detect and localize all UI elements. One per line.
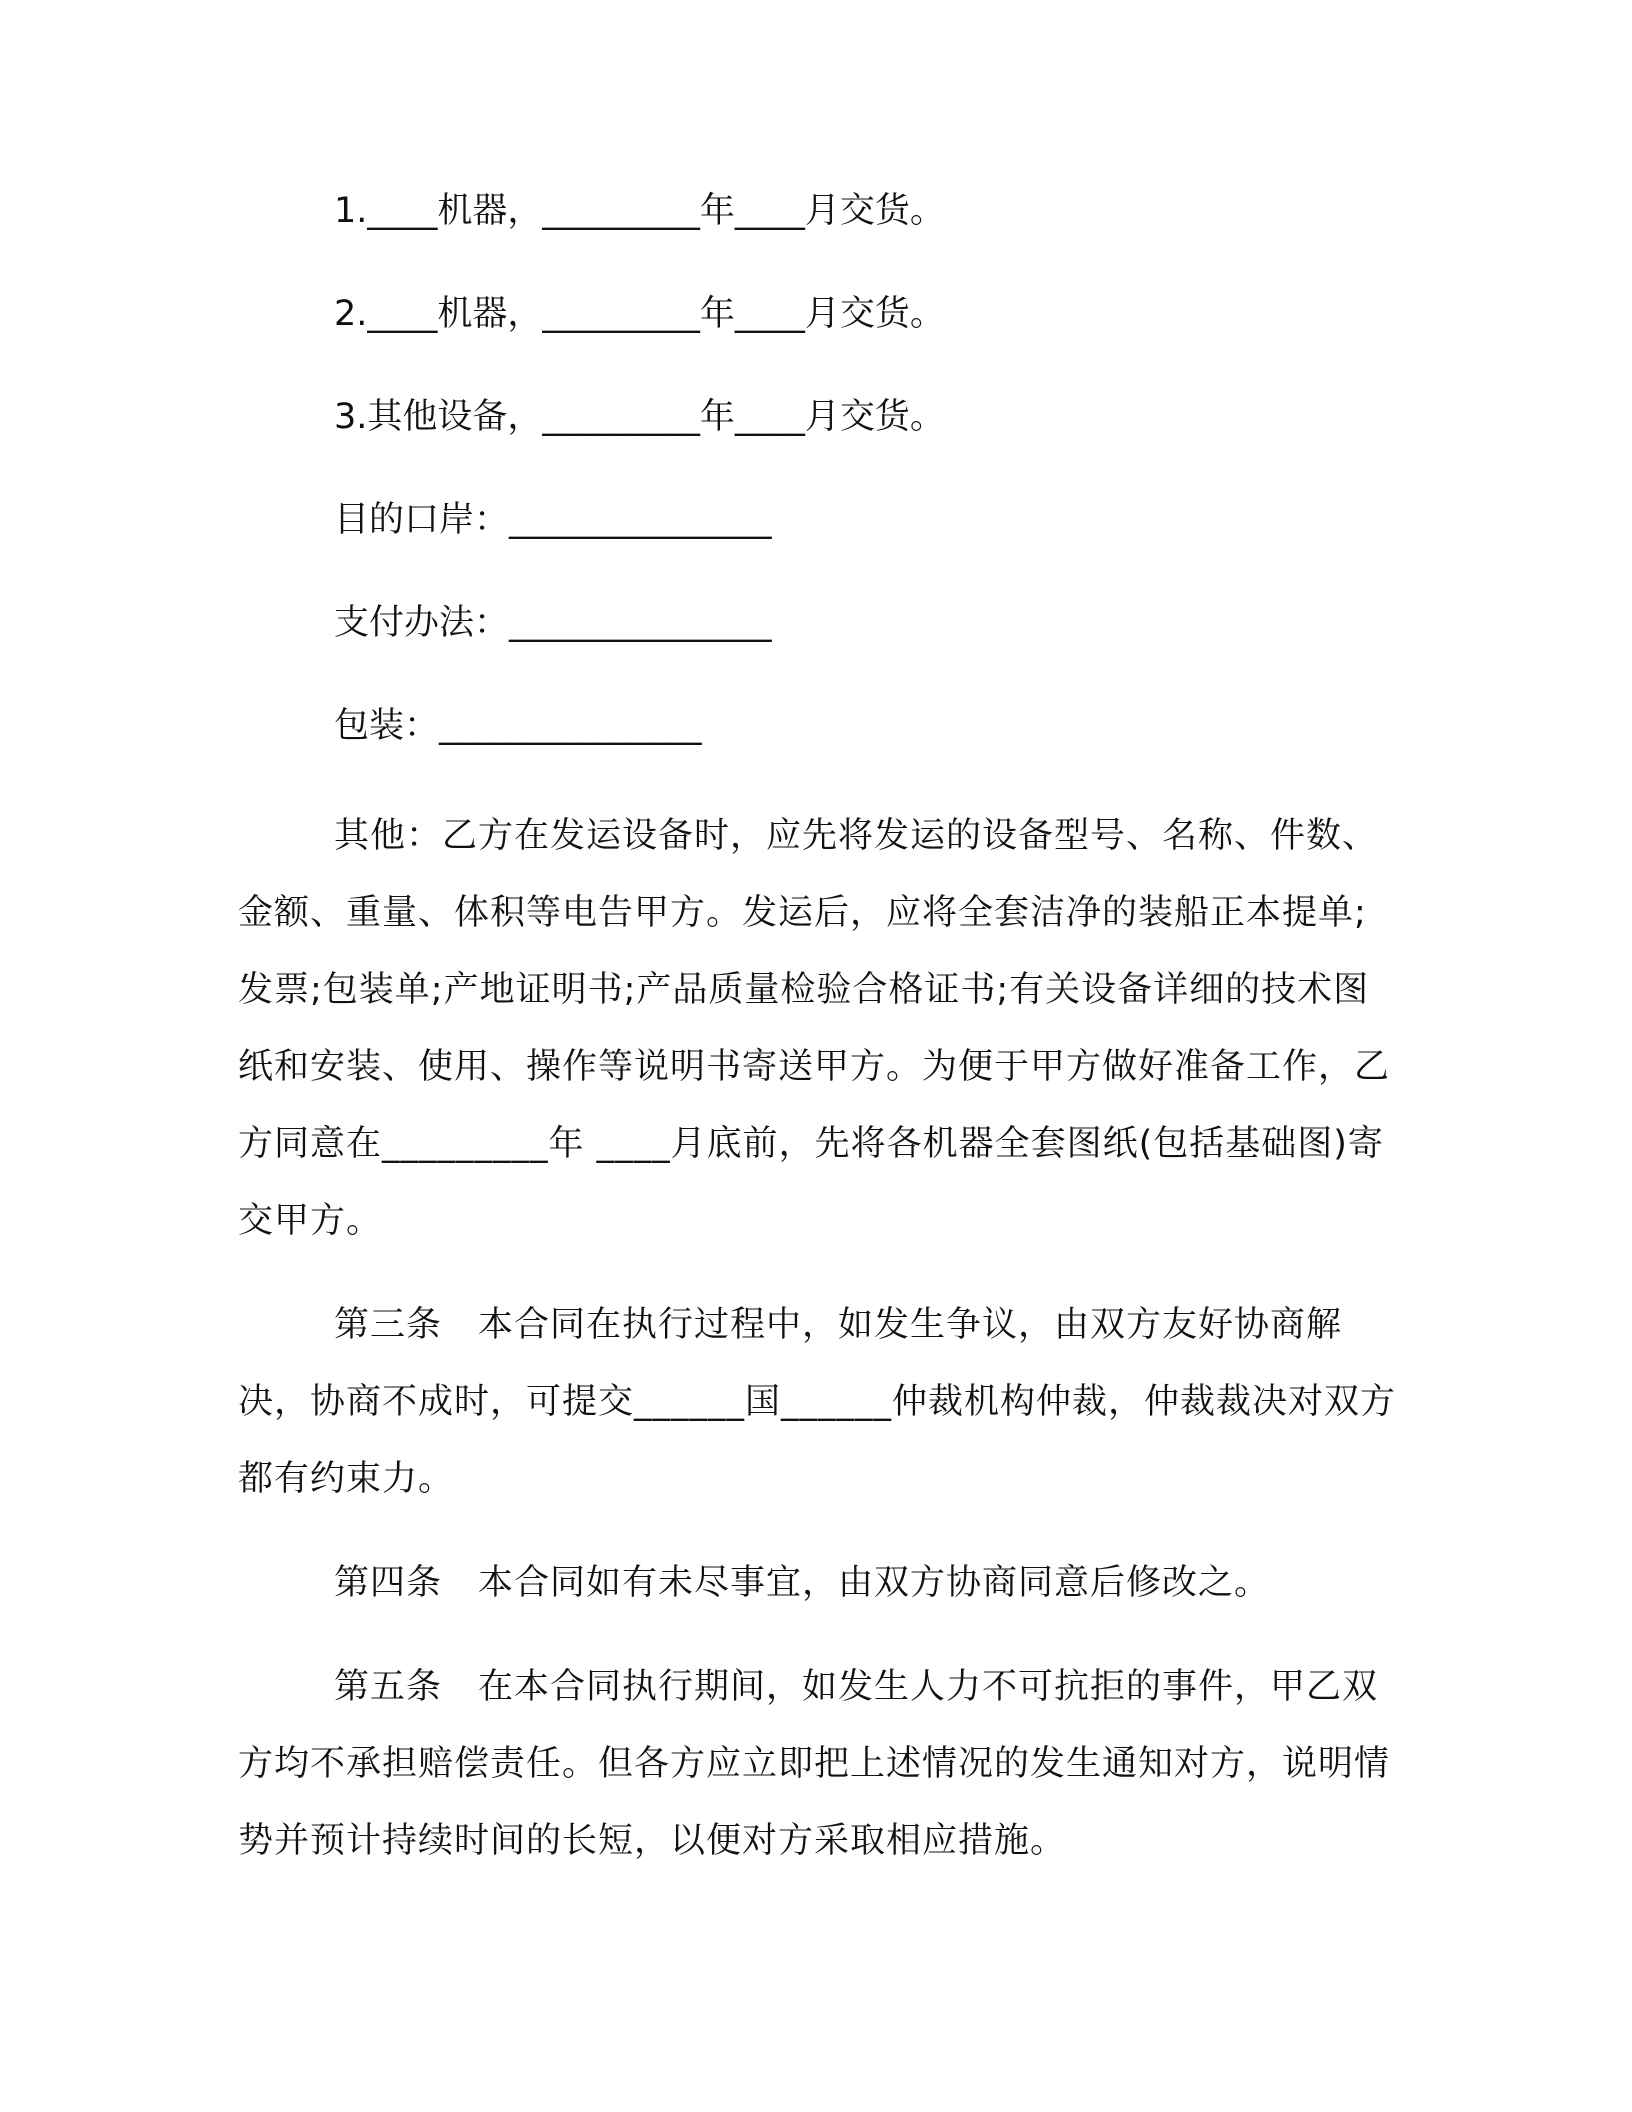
delivery-item-3: 3.其他设备，_________年____月交货。	[334, 397, 945, 437]
other-terms-paragraph: 其他：乙方在发运设备时，应先将发运的设备型号、名称、件数、金额、重量、体积等电告甲方。发运后，应将全套洁净的装船正本提单;发票;包装单;产地证明书;产品质量检验合格证书;有关设备详细的技术图纸和安装、使用、操作等说明书寄送甲方。为便于甲方做好准备工作，乙方同意在_________年 ____月底前，先将各机器全套图纸(包括基础图)寄交甲方。	[238, 816, 1391, 1241]
destination-port-field: 目的口岸：_______________	[334, 500, 772, 540]
article-3-paragraph: 第三条 本合同在执行过程中，如发生争议，由双方友好协商解决，协商不成时，可提交______国______仲裁机构仲裁，仲裁裁决对双方都有约束力。	[238, 1305, 1397, 1499]
delivery-item-1: 1.____机器，_________年____月交货。	[334, 191, 945, 231]
article-5-paragraph: 第五条 在本合同执行期间，如发生人力不可抗拒的事件，甲乙双方均不承担赔偿责任。但各方应立即把上述情况的发生通知对方，说明情势并预计持续时间的长短，以便对方采取相应措施。	[238, 1667, 1391, 1861]
delivery-item-2: 2.____机器，_________年____月交货。	[334, 294, 945, 334]
article-4-paragraph: 第四条 本合同如有未尽事宜，由双方协商同意后修改之。	[334, 1563, 1271, 1603]
packaging-field: 包装：_______________	[334, 706, 702, 746]
payment-method-field: 支付办法：_______________	[334, 603, 772, 643]
document-body	[238, 180, 1398, 1880]
